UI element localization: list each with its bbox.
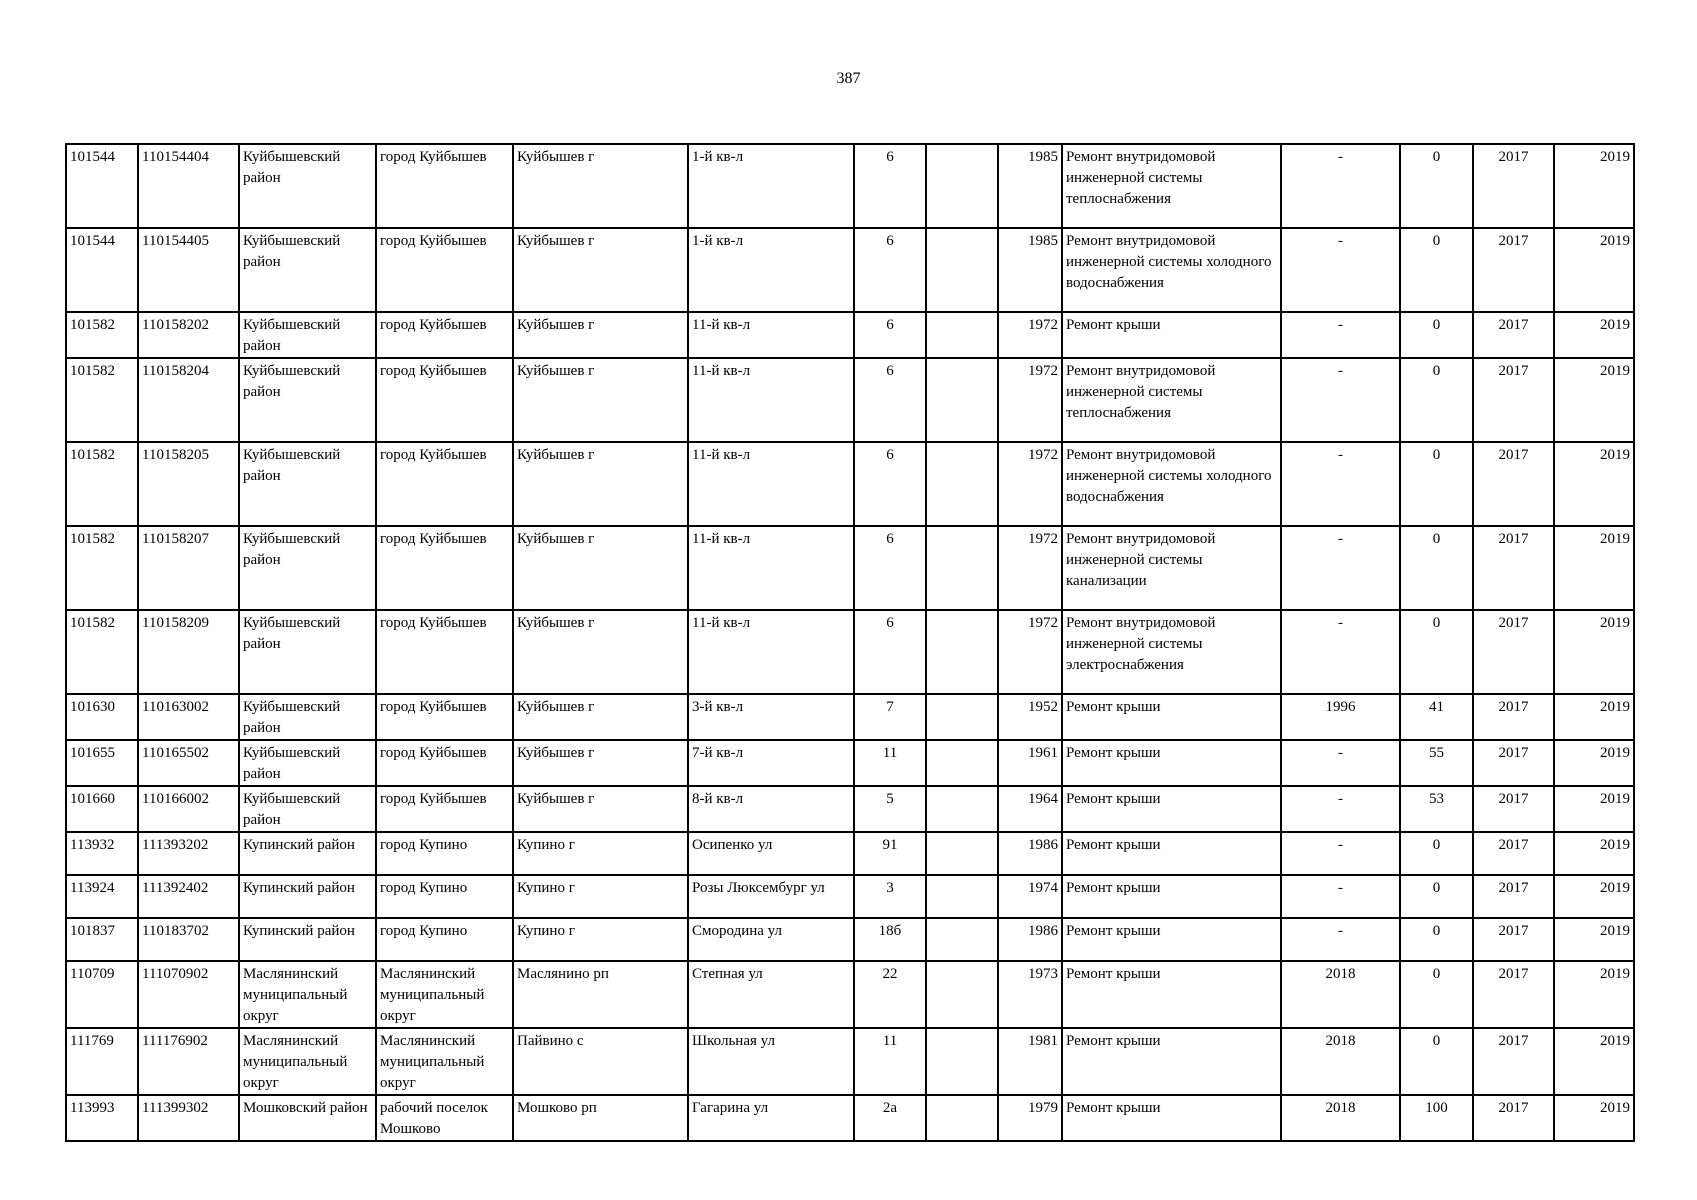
- table-cell: Ремонт внутридомовой инженерной системы холодного водоснабжения: [1062, 442, 1281, 526]
- table-cell: Ремонт крыши: [1062, 1028, 1281, 1095]
- table-cell: 1986: [998, 918, 1062, 961]
- table-cell: 2018: [1281, 1028, 1400, 1095]
- table-cell: 0: [1400, 144, 1473, 228]
- table-cell: 91: [854, 832, 926, 875]
- table-cell: 2а: [854, 1095, 926, 1141]
- table-cell: Куйбышев г: [513, 442, 688, 526]
- table-cell: Ремонт внутридомовой инженерной системы теплоснабжения: [1062, 144, 1281, 228]
- table-cell: Осипенко ул: [688, 832, 854, 875]
- table-cell: 110158209: [138, 610, 239, 694]
- table-cell: Ремонт крыши: [1062, 786, 1281, 832]
- table-cell: 11: [854, 1028, 926, 1095]
- table-cell: 3: [854, 875, 926, 918]
- table-cell: 2017: [1473, 694, 1554, 740]
- table-cell: 2019: [1554, 526, 1634, 610]
- table-cell: 111392402: [138, 875, 239, 918]
- table-cell: Куйбышев г: [513, 740, 688, 786]
- table-cell: 2017: [1473, 228, 1554, 312]
- table-cell: 3-й кв-л: [688, 694, 854, 740]
- table-cell: Ремонт внутридомовой инженерной системы теплоснабжения: [1062, 358, 1281, 442]
- table-cell: город Куйбышев: [376, 144, 513, 228]
- table-cell: Куйбышев г: [513, 610, 688, 694]
- table-cell: 18б: [854, 918, 926, 961]
- table-cell: Купино г: [513, 832, 688, 875]
- table-cell: Куйбышев г: [513, 358, 688, 442]
- table-cell: Куйбышев г: [513, 144, 688, 228]
- table-cell: Ремонт крыши: [1062, 1095, 1281, 1141]
- page-number: 387: [836, 70, 861, 87]
- table-cell: 0: [1400, 442, 1473, 526]
- table-cell: 0: [1400, 610, 1473, 694]
- table-cell: 0: [1400, 358, 1473, 442]
- table-cell: 2019: [1554, 312, 1634, 358]
- table-cell: 2017: [1473, 918, 1554, 961]
- table-cell: Смородина ул: [688, 918, 854, 961]
- table-cell: 111399302: [138, 1095, 239, 1141]
- table-cell: 2019: [1554, 875, 1634, 918]
- table-cell: 2019: [1554, 442, 1634, 526]
- table-cell: Маслянино рп: [513, 961, 688, 1028]
- table-cell: 6: [854, 312, 926, 358]
- table-cell: город Куйбышев: [376, 526, 513, 610]
- table-cell: Ремонт внутридомовой инженерной системы электроснабжения: [1062, 610, 1281, 694]
- table-cell: 101660: [66, 786, 138, 832]
- table-cell: 1981: [998, 1028, 1062, 1095]
- table-cell: 101837: [66, 918, 138, 961]
- table-cell: 111176902: [138, 1028, 239, 1095]
- table-row: [66, 694, 1634, 740]
- table-cell: 110158207: [138, 526, 239, 610]
- table-cell: Ремонт крыши: [1062, 832, 1281, 875]
- table-cell: Ремонт крыши: [1062, 875, 1281, 918]
- table-cell: 110154404: [138, 144, 239, 228]
- table-cell: 6: [854, 228, 926, 312]
- table-cell: Куйбышев г: [513, 526, 688, 610]
- table-cell: Куйбышевский район: [239, 442, 376, 526]
- table-cell: 1985: [998, 228, 1062, 312]
- table-cell: 2019: [1554, 694, 1634, 740]
- table-cell: -: [1281, 918, 1400, 961]
- table-cell: город Куйбышев: [376, 228, 513, 312]
- table-cell: 11: [854, 740, 926, 786]
- table-cell: 0: [1400, 918, 1473, 961]
- table-cell: Купинский район: [239, 832, 376, 875]
- table-cell: [926, 1028, 998, 1095]
- table-cell: [926, 610, 998, 694]
- table-cell: 1972: [998, 526, 1062, 610]
- table-cell: 11-й кв-л: [688, 526, 854, 610]
- table-cell: -: [1281, 875, 1400, 918]
- table-cell: 2017: [1473, 875, 1554, 918]
- table-cell: 110158202: [138, 312, 239, 358]
- table-cell: 0: [1400, 1028, 1473, 1095]
- table-cell: 8-й кв-л: [688, 786, 854, 832]
- table-cell: Ремонт крыши: [1062, 918, 1281, 961]
- table-cell: Куйбышевский район: [239, 694, 376, 740]
- table-cell: 2017: [1473, 144, 1554, 228]
- table-cell: -: [1281, 526, 1400, 610]
- table-cell: 2019: [1554, 610, 1634, 694]
- table-cell: 2018: [1281, 1095, 1400, 1141]
- table-cell: 101544: [66, 228, 138, 312]
- table-cell: 6: [854, 358, 926, 442]
- table-cell: 101582: [66, 526, 138, 610]
- table-cell: Ремонт внутридомовой инженерной системы холодного водоснабжения: [1062, 228, 1281, 312]
- table-cell: 1973: [998, 961, 1062, 1028]
- table-cell: -: [1281, 358, 1400, 442]
- table-row: [66, 786, 1634, 832]
- table-cell: 0: [1400, 961, 1473, 1028]
- table-cell: 22: [854, 961, 926, 1028]
- table-cell: 6: [854, 442, 926, 526]
- table-cell: 11-й кв-л: [688, 312, 854, 358]
- table-cell: Куйбышевский район: [239, 526, 376, 610]
- table-cell: [926, 1095, 998, 1141]
- table-cell: город Купино: [376, 875, 513, 918]
- table-cell: Ремонт крыши: [1062, 694, 1281, 740]
- table-row: [66, 228, 1634, 312]
- table-cell: Мошковский район: [239, 1095, 376, 1141]
- table-cell: [926, 694, 998, 740]
- table-cell: город Куйбышев: [376, 694, 513, 740]
- table-row: [66, 610, 1634, 694]
- table-cell: 2017: [1473, 832, 1554, 875]
- table-cell: 111769: [66, 1028, 138, 1095]
- table-cell: 2019: [1554, 358, 1634, 442]
- table-cell: 110166002: [138, 786, 239, 832]
- table-cell: 2017: [1473, 312, 1554, 358]
- table-cell: 110158204: [138, 358, 239, 442]
- table-row: [66, 961, 1634, 1028]
- table-cell: Куйбышев г: [513, 694, 688, 740]
- table-cell: Ремонт крыши: [1062, 312, 1281, 358]
- table-cell: 0: [1400, 228, 1473, 312]
- table-cell: [926, 875, 998, 918]
- table-row: [66, 442, 1634, 526]
- table-cell: 1974: [998, 875, 1062, 918]
- table-cell: 2019: [1554, 918, 1634, 961]
- table-cell: 2017: [1473, 786, 1554, 832]
- table-cell: [926, 358, 998, 442]
- table-cell: Ремонт крыши: [1062, 740, 1281, 786]
- table-row: [66, 526, 1634, 610]
- table-cell: 11-й кв-л: [688, 358, 854, 442]
- table-cell: Купинский район: [239, 918, 376, 961]
- table-cell: Маслянинский муниципальный округ: [376, 961, 513, 1028]
- table-cell: город Куйбышев: [376, 786, 513, 832]
- table-cell: [926, 312, 998, 358]
- table-cell: рабочий поселок Мошково: [376, 1095, 513, 1141]
- table-cell: 2019: [1554, 1095, 1634, 1141]
- table-cell: Куйбышевский район: [239, 610, 376, 694]
- table-cell: город Купино: [376, 918, 513, 961]
- table-cell: 1972: [998, 358, 1062, 442]
- table-cell: -: [1281, 832, 1400, 875]
- table-row: [66, 1028, 1634, 1095]
- table-cell: Маслянинский муниципальный округ: [376, 1028, 513, 1095]
- table-cell: [926, 442, 998, 526]
- table-cell: 2017: [1473, 358, 1554, 442]
- table-cell: 11-й кв-л: [688, 610, 854, 694]
- table-cell: Гагарина ул: [688, 1095, 854, 1141]
- table-cell: город Куйбышев: [376, 610, 513, 694]
- table-cell: 100: [1400, 1095, 1473, 1141]
- table-cell: 1986: [998, 832, 1062, 875]
- table-cell: 6: [854, 144, 926, 228]
- table-cell: 113924: [66, 875, 138, 918]
- table-cell: Купинский район: [239, 875, 376, 918]
- table-cell: 2019: [1554, 786, 1634, 832]
- table-cell: [926, 144, 998, 228]
- table-cell: Куйбышевский район: [239, 144, 376, 228]
- table-cell: 2019: [1554, 1028, 1634, 1095]
- table-cell: 2019: [1554, 144, 1634, 228]
- table-cell: Куйбышевский район: [239, 740, 376, 786]
- table-cell: 2019: [1554, 740, 1634, 786]
- table-cell: Пайвино с: [513, 1028, 688, 1095]
- table-cell: 0: [1400, 832, 1473, 875]
- table-cell: Розы Люксембург ул: [688, 875, 854, 918]
- table-cell: Ремонт внутридомовой инженерной системы канализации: [1062, 526, 1281, 610]
- table-cell: 0: [1400, 312, 1473, 358]
- table-cell: -: [1281, 228, 1400, 312]
- table-cell: 110154405: [138, 228, 239, 312]
- table-cell: 2017: [1473, 442, 1554, 526]
- table-cell: -: [1281, 442, 1400, 526]
- table-cell: -: [1281, 610, 1400, 694]
- table-cell: 6: [854, 526, 926, 610]
- table-cell: 0: [1400, 875, 1473, 918]
- table-cell: 113932: [66, 832, 138, 875]
- table-cell: 2019: [1554, 228, 1634, 312]
- table-cell: 1952: [998, 694, 1062, 740]
- table-cell: 110709: [66, 961, 138, 1028]
- table-cell: город Куйбышев: [376, 442, 513, 526]
- table-cell: 2017: [1473, 526, 1554, 610]
- table-cell: 101544: [66, 144, 138, 228]
- table-cell: 6: [854, 610, 926, 694]
- table-cell: Куйбышев г: [513, 786, 688, 832]
- table-cell: 101582: [66, 358, 138, 442]
- table-cell: Степная ул: [688, 961, 854, 1028]
- table-cell: Купино г: [513, 875, 688, 918]
- table-cell: 110183702: [138, 918, 239, 961]
- table-cell: Купино г: [513, 918, 688, 961]
- table-row: [66, 918, 1634, 961]
- table-cell: 11-й кв-л: [688, 442, 854, 526]
- table-cell: 101582: [66, 312, 138, 358]
- table-cell: 55: [1400, 740, 1473, 786]
- table-row: [66, 740, 1634, 786]
- table-cell: 2017: [1473, 1095, 1554, 1141]
- table-cell: город Купино: [376, 832, 513, 875]
- table-cell: [926, 961, 998, 1028]
- table-cell: [926, 740, 998, 786]
- table-cell: Маслянинский муниципальный округ: [239, 1028, 376, 1095]
- table-cell: 1972: [998, 610, 1062, 694]
- table-cell: 111393202: [138, 832, 239, 875]
- table-cell: 2017: [1473, 1028, 1554, 1095]
- table-body: [66, 144, 1634, 1141]
- table-cell: -: [1281, 144, 1400, 228]
- table-cell: 0: [1400, 526, 1473, 610]
- table-cell: 1979: [998, 1095, 1062, 1141]
- table-cell: 101655: [66, 740, 138, 786]
- table-cell: Куйбышев г: [513, 228, 688, 312]
- table-cell: Куйбышев г: [513, 312, 688, 358]
- table-cell: 110165502: [138, 740, 239, 786]
- table-row: [66, 312, 1634, 358]
- table-cell: Куйбышевский район: [239, 358, 376, 442]
- table-cell: 41: [1400, 694, 1473, 740]
- table-cell: 110163002: [138, 694, 239, 740]
- table-cell: 7-й кв-л: [688, 740, 854, 786]
- table-cell: город Куйбышев: [376, 358, 513, 442]
- table-cell: 1996: [1281, 694, 1400, 740]
- table-cell: Куйбышевский район: [239, 312, 376, 358]
- table-row: [66, 144, 1634, 228]
- table-cell: город Куйбышев: [376, 740, 513, 786]
- table-cell: 101582: [66, 610, 138, 694]
- table-cell: 110158205: [138, 442, 239, 526]
- table-cell: 1964: [998, 786, 1062, 832]
- table-cell: 101630: [66, 694, 138, 740]
- table-cell: 113993: [66, 1095, 138, 1141]
- table-cell: 2018: [1281, 961, 1400, 1028]
- table-cell: 111070902: [138, 961, 239, 1028]
- table-cell: 2017: [1473, 610, 1554, 694]
- table-cell: Куйбышевский район: [239, 786, 376, 832]
- table-cell: 101582: [66, 442, 138, 526]
- registry-table: [65, 143, 1635, 1142]
- table-cell: [926, 832, 998, 875]
- table-cell: 2019: [1554, 961, 1634, 1028]
- table-cell: 7: [854, 694, 926, 740]
- table-cell: Мошково рп: [513, 1095, 688, 1141]
- table-cell: Школьная ул: [688, 1028, 854, 1095]
- table-cell: Куйбышевский район: [239, 228, 376, 312]
- table-cell: 2017: [1473, 961, 1554, 1028]
- table-row: [66, 832, 1634, 875]
- table-cell: 1972: [998, 312, 1062, 358]
- table-cell: 53: [1400, 786, 1473, 832]
- table-cell: 1985: [998, 144, 1062, 228]
- table-cell: 5: [854, 786, 926, 832]
- table-cell: [926, 228, 998, 312]
- table-cell: Маслянинский муниципальный округ: [239, 961, 376, 1028]
- table-cell: 1-й кв-л: [688, 144, 854, 228]
- table-cell: 1972: [998, 442, 1062, 526]
- table-row: [66, 358, 1634, 442]
- table-cell: [926, 526, 998, 610]
- table-cell: [926, 786, 998, 832]
- table-cell: 1-й кв-л: [688, 228, 854, 312]
- table-cell: город Куйбышев: [376, 312, 513, 358]
- table-row: [66, 1095, 1634, 1141]
- table-row: [66, 875, 1634, 918]
- table-cell: 2019: [1554, 832, 1634, 875]
- table-cell: -: [1281, 740, 1400, 786]
- table-cell: 1961: [998, 740, 1062, 786]
- table-cell: -: [1281, 786, 1400, 832]
- table-cell: 2017: [1473, 740, 1554, 786]
- table-cell: Ремонт крыши: [1062, 961, 1281, 1028]
- table-cell: -: [1281, 312, 1400, 358]
- table-cell: [926, 918, 998, 961]
